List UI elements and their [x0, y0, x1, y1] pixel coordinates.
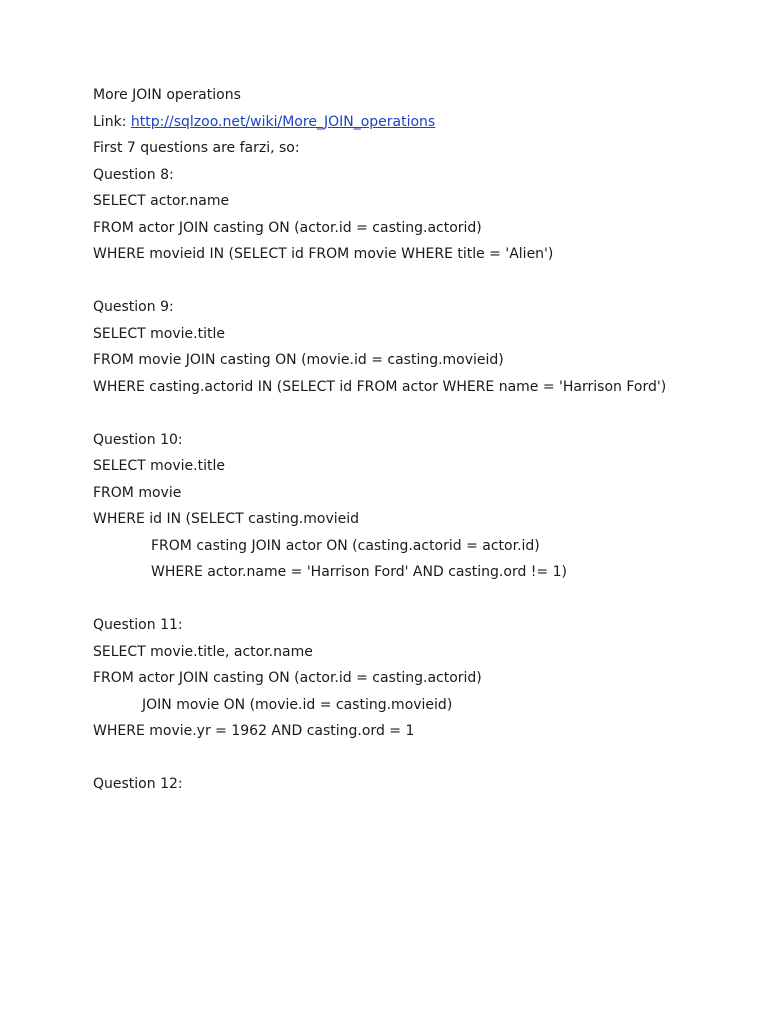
- question-8-heading: Question 8:: [93, 166, 174, 183]
- code-line-indented: FROM casting JOIN actor ON (casting.actorid = actor.id): [151, 537, 540, 554]
- code-line: WHERE movieid IN (SELECT id FROM movie WHERE title = 'Alien'): [93, 246, 554, 262]
- code-line: WHERE id IN (SELECT casting.movieid: [93, 511, 360, 527]
- question-9-heading: Question 9:: [93, 299, 174, 315]
- code-line: FROM movie JOIN casting ON (movie.id = casting.movieid): [93, 352, 504, 368]
- question-12-heading: Question 12:: [93, 776, 183, 792]
- code-line: SELECT movie.title: [93, 458, 225, 474]
- blank-line: [93, 588, 753, 615]
- code-line: FROM movie: [93, 484, 182, 501]
- code-line-indented: WHERE actor.name = 'Harrison Ford' AND casting.ord != 1): [151, 564, 567, 580]
- link-line: [93, 111, 753, 138]
- code-line: SELECT movie.title: [93, 325, 225, 342]
- code-line: WHERE casting.actorid IN (SELECT id FROM actor WHERE name = 'Harrison Ford'): [93, 378, 667, 395]
- question-10-heading: Question 10:: [93, 431, 183, 448]
- blank-line: [93, 747, 753, 774]
- intro-text: First 7 questions are farzi, so:: [93, 140, 300, 156]
- blank-line: [93, 402, 753, 429]
- code-line: FROM actor JOIN casting ON (actor.id = casting.actorid): [93, 219, 482, 236]
- document-title: More JOIN operations: [93, 87, 241, 103]
- link-prefix: Link:: [93, 113, 131, 130]
- code-line: WHERE movie.yr = 1962 AND casting.ord = 1: [93, 723, 415, 739]
- question-11-heading: Question 11:: [93, 617, 183, 633]
- code-line-indented: JOIN movie ON (movie.id = casting.movieid): [142, 696, 453, 713]
- sqlzoo-link[interactable]: http://sqlzoo.net/wiki/More_JOIN_operations: [130, 113, 436, 130]
- code-line: SELECT actor.name: [93, 193, 230, 209]
- blank-line: [93, 270, 753, 297]
- code-line: FROM actor JOIN casting ON (actor.id = casting.actorid): [93, 670, 482, 686]
- document-body: [93, 84, 753, 800]
- code-line: SELECT movie.title, actor.name: [93, 643, 313, 660]
